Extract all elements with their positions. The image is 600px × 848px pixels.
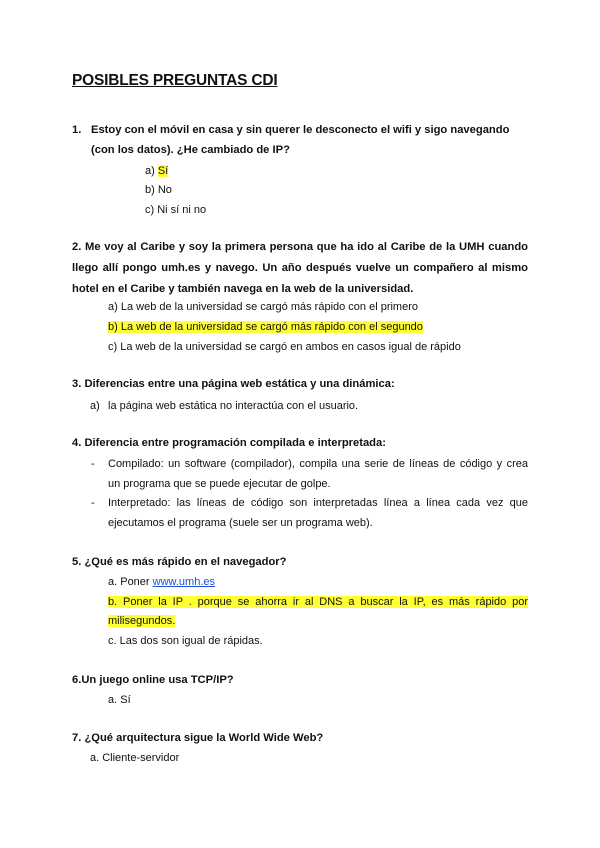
q5-option-a-prefix: a. Poner bbox=[108, 576, 153, 588]
q2-text-line3: hotel en el Caribe y también navega en la web de la universidad. bbox=[72, 283, 414, 295]
umh-website-link[interactable]: www.umh.es bbox=[152, 576, 215, 588]
q4-bullet1-line1: Compilado: un software (compilador), compila una serie de líneas de código y crea bbox=[108, 458, 528, 470]
q2-text-line2: llego allí pongo umh.es y navego. Un año después vuelve un compañero al mismo bbox=[72, 262, 528, 274]
page-title: POSIBLES PREGUNTAS CDI bbox=[72, 72, 278, 89]
q5-option-b-line2-highlighted: milisegundos. bbox=[108, 615, 176, 627]
q4-bullet2-line1: Interpretado: las líneas de código son interpretadas línea a línea cada vez que bbox=[108, 497, 528, 509]
q6-text: 6.Un juego online usa TCP/IP? bbox=[72, 674, 234, 686]
q6-option-a: a. Sí bbox=[108, 694, 131, 706]
q1-number: 1. bbox=[72, 124, 82, 136]
q5-option-b-line1-text: b. Poner la IP . porque se ahorra ir al DNS a buscar la IP, es más rápido por bbox=[108, 596, 528, 608]
q5-option-c: c. Las dos son igual de rápidas. bbox=[108, 635, 263, 647]
q4-bullet1-line2: un programa que se puede ejecutar de golpe. bbox=[108, 478, 331, 490]
q4-bullet1-marker: - bbox=[91, 458, 95, 470]
q4-bullet2-line2: ejecutamos el programa (suele ser un programa web). bbox=[108, 517, 373, 529]
q5-option-a bbox=[108, 576, 215, 588]
q2-text-line1: 2. Me voy al Caribe y soy la primera persona que ha ido al Caribe de la UMH cuando bbox=[72, 241, 528, 253]
q7-text: 7. ¿Qué arquitectura sigue la World Wide Web? bbox=[72, 732, 324, 744]
q5-text: 5. ¿Qué es más rápido en el navegador? bbox=[72, 556, 287, 568]
q1-option-a-answer-highlight: Sí bbox=[157, 165, 169, 177]
q1-option-c: c) Ni sí ni no bbox=[145, 204, 207, 216]
q1-option-a-prefix: a) bbox=[145, 165, 158, 177]
q4-bullet2-marker: - bbox=[91, 497, 95, 509]
q2-option-a: a) La web de la universidad se cargó más rápido con el primero bbox=[108, 301, 418, 313]
q2-option-b-highlighted: b) La web de la universidad se cargó más rápido con el segundo bbox=[108, 321, 423, 333]
q3-option-a-marker: a) bbox=[90, 400, 100, 412]
q1-text-line1: Estoy con el móvil en casa y sin querer le desconecto el wifi y sigo navegando bbox=[91, 124, 510, 136]
q4-text: 4. Diferencia entre programación compilada e interpretada: bbox=[72, 437, 386, 449]
q1-option-b: b) No bbox=[145, 184, 172, 196]
q3-option-a: la página web estática no interactúa con el usuario. bbox=[108, 400, 359, 412]
q7-option-a: a. Cliente-servidor bbox=[90, 752, 180, 764]
q2-option-c: c) La web de la universidad se cargó en ambos en casos igual de rápido bbox=[108, 341, 461, 353]
q1-option-a bbox=[145, 165, 168, 177]
q1-text-line2: (con los datos). ¿He cambiado de IP? bbox=[91, 144, 290, 156]
q5-option-b-line1-highlighted bbox=[108, 596, 528, 608]
q3-text: 3. Diferencias entre una página web estática y una dinámica: bbox=[72, 378, 395, 390]
